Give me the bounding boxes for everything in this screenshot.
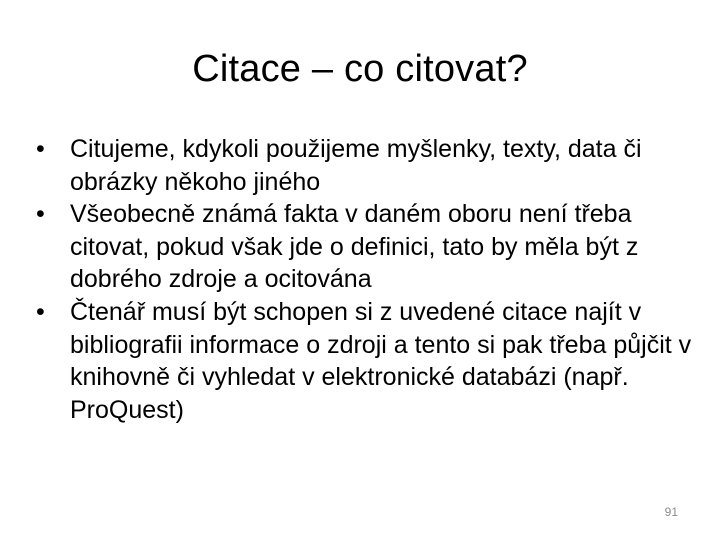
bullet-text: Citujeme, kdykoli použijeme myšlenky, texty, data či obrázky někoho jiného	[70, 135, 642, 196]
slide-title: Citace – co citovat?	[192, 48, 528, 90]
bullet-icon: •	[36, 135, 45, 163]
bullet-text: Čtenář musí být schopen si z uvedené citace najít v bibliografii informace o zdroji a tento si pak třeba půjčit v knihovně či vyhledat v elektronické databázi (např. ProQuest)	[70, 297, 692, 424]
page-number: 91	[664, 505, 678, 519]
bullet-icon: •	[36, 297, 45, 326]
bullet-item	[36, 133, 696, 198]
bullet-item	[36, 296, 696, 426]
bullet-icon: •	[36, 200, 45, 229]
bullet-item	[36, 198, 696, 296]
bullet-text: Všeobecně známá fakta v daném oboru není třeba citovat, pokud však jde o definici, tato by měla být z dobrého zdroje a ocitována	[70, 200, 639, 294]
bullet-list	[36, 133, 696, 426]
